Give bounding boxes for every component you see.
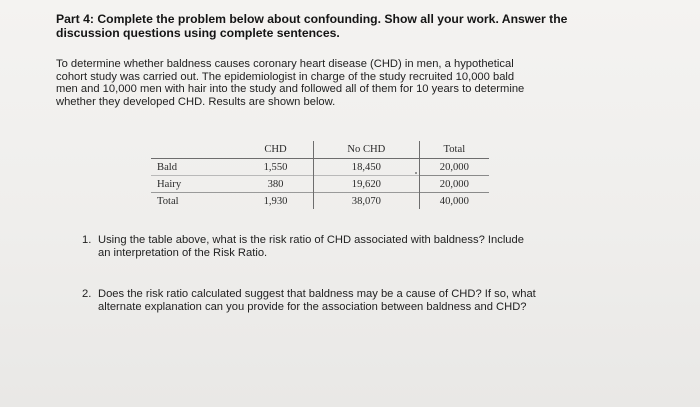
table-cell: 20,000 (419, 176, 489, 193)
table-row (151, 159, 489, 176)
table-header-row (151, 141, 489, 159)
intro-line: whether they developed CHD. Results are shown below. (56, 95, 336, 108)
question-1 (82, 234, 562, 259)
row-label: Bald (151, 159, 238, 176)
results-table (151, 141, 489, 209)
table-row (151, 193, 489, 210)
intro-paragraph (56, 58, 576, 108)
table-cell: 40,000 (419, 193, 489, 210)
table-row (151, 176, 489, 193)
table-cell: 1,930 (238, 193, 314, 210)
intro-line: men and 10,000 men with hair into the study and followed all of them for 10 years to determine (56, 83, 525, 96)
heading-line: Part 4: Complete the problem below about confounding. Show all your work. Answer the (56, 12, 568, 26)
table-cell: 38,070 (314, 193, 420, 210)
question-2 (82, 288, 572, 313)
question-number: 1. (82, 234, 92, 246)
table-cell: 380 (238, 176, 314, 193)
table-header-cell (151, 141, 238, 159)
heading-line: discussion questions using complete sentences. (56, 26, 340, 40)
stray-mark (415, 172, 417, 174)
intro-line: To determine whether baldness causes coronary heart disease (CHD) in men, a hypothetical (56, 58, 514, 70)
table-header-cell: Total (419, 141, 489, 159)
question-line: Does the risk ratio calculated suggest that baldness may be a cause of CHD? If so, what (98, 288, 536, 300)
part-heading (56, 12, 616, 40)
question-number: 2. (82, 288, 92, 300)
row-label: Total (151, 193, 238, 210)
table-cell: 19,620 (314, 176, 420, 193)
table-cell: 1,550 (238, 159, 314, 176)
table-header-cell: No CHD (314, 141, 420, 159)
question-line: alternate explanation can you provide for the association between baldness and CHD? (98, 300, 527, 313)
table-cell: 20,000 (419, 159, 489, 176)
question-line: Using the table above, what is the risk ratio of CHD associated with baldness? Include (98, 234, 524, 246)
table-cell: 18,450 (314, 159, 420, 176)
row-label: Hairy (151, 176, 238, 193)
table-header-cell: CHD (238, 141, 314, 159)
question-line: an interpretation of the Risk Ratio. (98, 246, 268, 259)
intro-line: cohort study was carried out. The epidemiologist in charge of the study recruited 10,000 bald (56, 70, 515, 83)
